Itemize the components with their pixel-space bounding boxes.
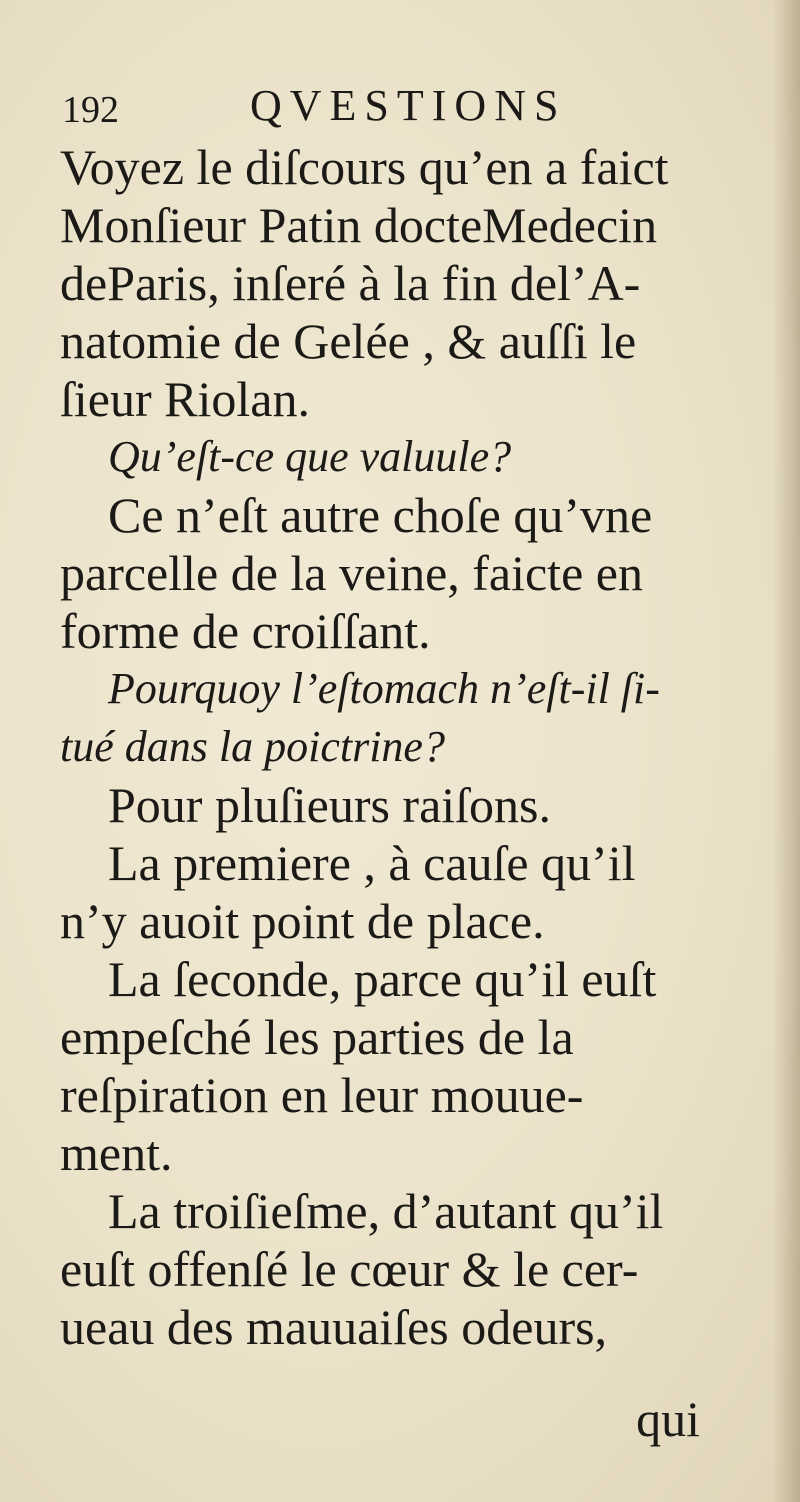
text-line: euſt offenſé le cœur & le cer- [60,1241,639,1297]
text-line: ment. [60,1125,173,1181]
running-head: QVESTIONS [250,81,567,130]
text-line: n’y auoit point de place. [60,893,545,949]
body-text [60,138,720,1356]
page-number: 192 [62,89,119,131]
page-header [60,80,740,140]
text-line: Voyez le diſcours qu’en a faict [60,139,669,195]
question-line: Pourquoy l’eſtomach n’eſt-il ſi- [108,664,660,713]
text-line: La premiere , à cauſe qu’il [108,835,636,891]
text-line: parcelle de la veine, faicte en [60,545,643,601]
page-edge-shadow [772,0,800,1502]
text-line: forme de croiſſant. [60,603,431,659]
catchword-row [60,1390,700,1450]
text-line: Monſieur Patin docteMedecin [60,197,658,253]
text-line: deParis, inſeré à la fin del’A- [60,255,641,311]
answer-line: Pour pluſieurs raiſons. [108,777,552,833]
question-line: tué dans la poictrine? [60,722,445,771]
catchword: qui [636,1391,700,1447]
text-line: La troiſieſme, d’autant qu’il [108,1183,664,1239]
text-line: La ſeconde, parce qu’il euſt [108,951,657,1007]
text-line: ueau des mauuaiſes odeurs, [60,1299,608,1355]
text-line: empeſché les parties de la [60,1009,574,1065]
question-line: Qu’eſt-ce que valuule? [108,432,512,481]
answer-line: Ce n’eſt autre choſe qu’vne [108,487,653,543]
text-line: natomie de Gelée , & auſſi le [60,313,637,369]
text-line: ſieur Riolan. [60,371,310,427]
text-line: reſpiration en leur mouue- [60,1067,584,1123]
